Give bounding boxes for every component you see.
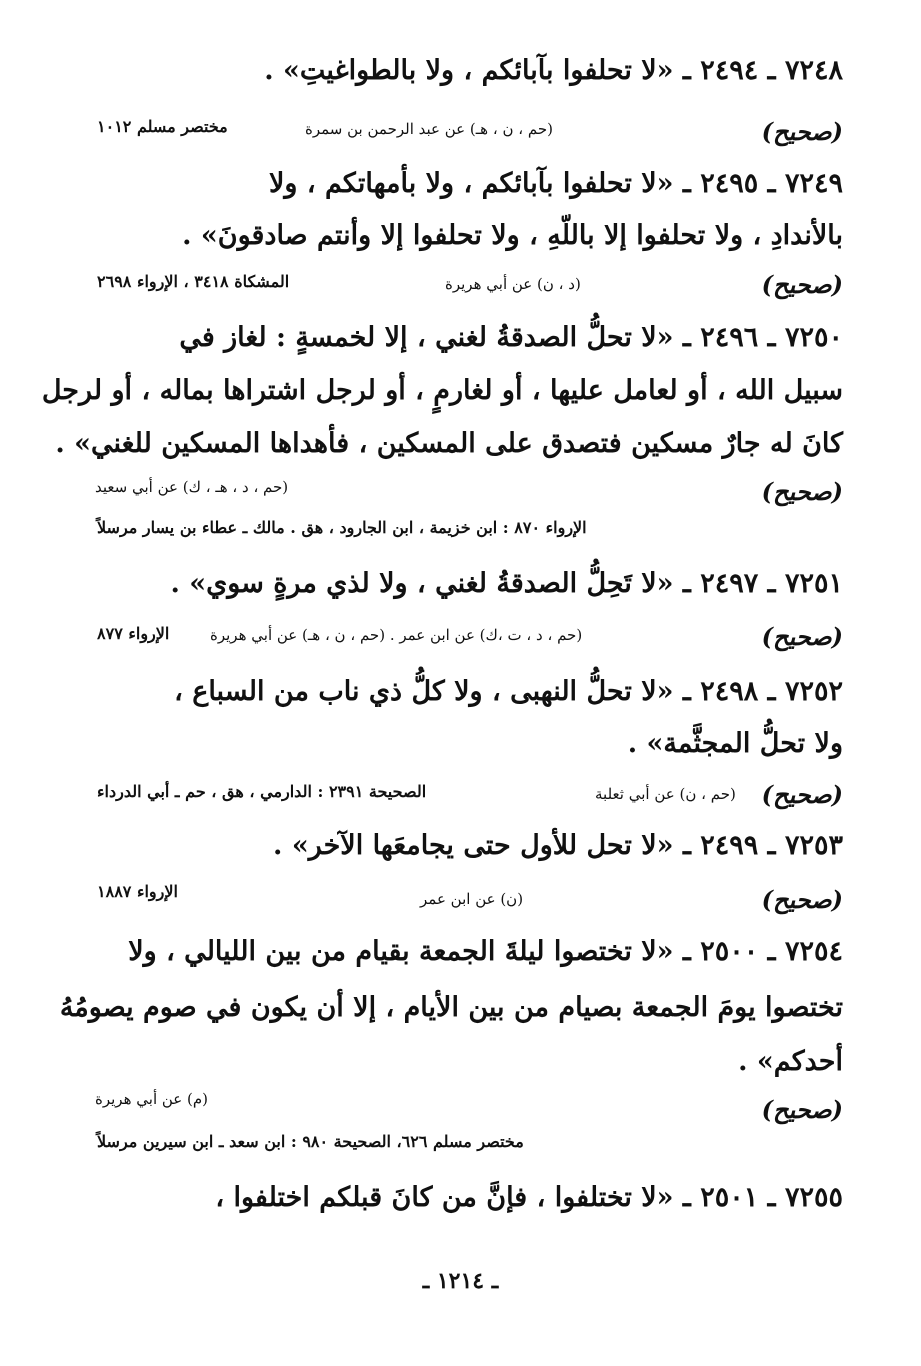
reference: مختصر مسلم ١٠١٢	[97, 117, 228, 136]
source-attribution: (حم ، د ، هـ ، ك) عن أبي سعيد	[95, 478, 289, 496]
hadith-line: تختصوا يومَ الجمعة بصيام من بين الأيام ، إلا أن يكون في صوم يصومُهُ	[59, 992, 843, 1023]
reference: مختصر مسلم ٦٢٦، الصحيحة ٩٨٠ : ابن سعد ـ ابن سيرين مرسلاً	[97, 1132, 524, 1151]
reference: الصحيحة ٢٣٩١ : الدارمي ، هق ، حم ـ أبي الدرداء	[97, 782, 427, 801]
hadith-line: ٧٢٥٥ ـ ٢٥٠١ ـ «لا تختلفوا ، فإنَّ من كانَ قبلكم اختلفوا ،	[215, 1182, 843, 1213]
grade-label: (صحيح)	[761, 477, 843, 506]
source-attribution: (حم ، د ، ت ،ك) عن ابن عمر . (حم ، ن ، هـ) عن أبي هريرة	[210, 626, 583, 644]
grade-label: (صحيح)	[761, 117, 843, 146]
grade-label: (صحيح)	[761, 780, 843, 809]
reference: الإرواء ٨٧٧	[97, 624, 170, 643]
hadith-line: ٧٢٥٠ ـ ٢٤٩٦ ـ «لا تحلُّ الصدقةُ لغني ، إلا لخمسةٍ : لغاز في	[179, 322, 843, 353]
grade-label: (صحيح)	[761, 622, 843, 651]
hadith-line: ٧٢٤٨ ـ ٢٤٩٤ ـ «لا تحلفوا بآبائكم ، ولا بالطواغيتِ» .	[264, 55, 843, 86]
source-attribution: (د ، ن) عن أبي هريرة	[445, 275, 581, 293]
hadith-line: ٧٢٥٢ ـ ٢٤٩٨ ـ «لا تحلُّ النهبى ، ولا كلُّ ذي ناب من السباع ،	[174, 676, 843, 707]
source-attribution: (حم ، ن) عن أبي ثعلبة	[595, 785, 736, 803]
source-attribution: (م) عن أبي هريرة	[95, 1090, 209, 1108]
reference: الإرواء ١٨٨٧	[97, 882, 178, 901]
hadith-line: سبيل الله ، أو لعامل عليها ، أو لغارمٍ ، أو لرجل اشتراها بماله ، أو لرجل	[41, 375, 843, 406]
hadith-line: ٧٢٥٣ ـ ٢٤٩٩ ـ «لا تحل للأول حتى يجامعَها الآخر» .	[273, 830, 843, 861]
grade-label: (صحيح)	[761, 270, 843, 299]
hadith-line: ٧٢٥٤ ـ ٢٥٠٠ ـ «لا تختصوا ليلةَ الجمعة بقيام من بين الليالي ، ولا	[128, 936, 843, 967]
hadith-line: ولا تحلُّ المجثَّمة» .	[627, 728, 843, 759]
source-attribution: (حم ، ن ، هـ) عن عبد الرحمن بن سمرة	[305, 120, 553, 138]
page-number: ـ ١٢١٤ ـ	[422, 1268, 499, 1294]
grade-label: (صحيح)	[761, 885, 843, 914]
hadith-line: ٧٢٤٩ ـ ٢٤٩٥ ـ «لا تحلفوا بآبائكم ، ولا بأمهاتكم ، ولا	[269, 168, 843, 199]
source-attribution: (ن) عن ابن عمر	[420, 890, 524, 908]
hadith-line: ٧٢٥١ ـ ٢٤٩٧ ـ «لا تَحِلُّ الصدقةُ لغني ، ولا لذي مرةٍ سوي» .	[170, 568, 843, 599]
grade-label: (صحيح)	[761, 1095, 843, 1124]
reference: المشكاة ٣٤١٨ ، الإرواء ٢٦٩٨	[97, 272, 290, 291]
hadith-line: بالأندادِ ، ولا تحلفوا إلا باللّهِ ، ولا تحلفوا إلا وأنتم صادقونَ» .	[182, 220, 843, 251]
reference: الإرواء ٨٧٠ : ابن خزيمة ، ابن الجارود ، هق . مالك ـ عطاء بن يسار مرسلاً	[97, 518, 587, 537]
hadith-line: كانَ له جارٌ مسكين فتصدق على المسكين ، فأهداها المسكين للغني» .	[55, 428, 843, 459]
hadith-line: أحدكم» .	[738, 1046, 843, 1077]
